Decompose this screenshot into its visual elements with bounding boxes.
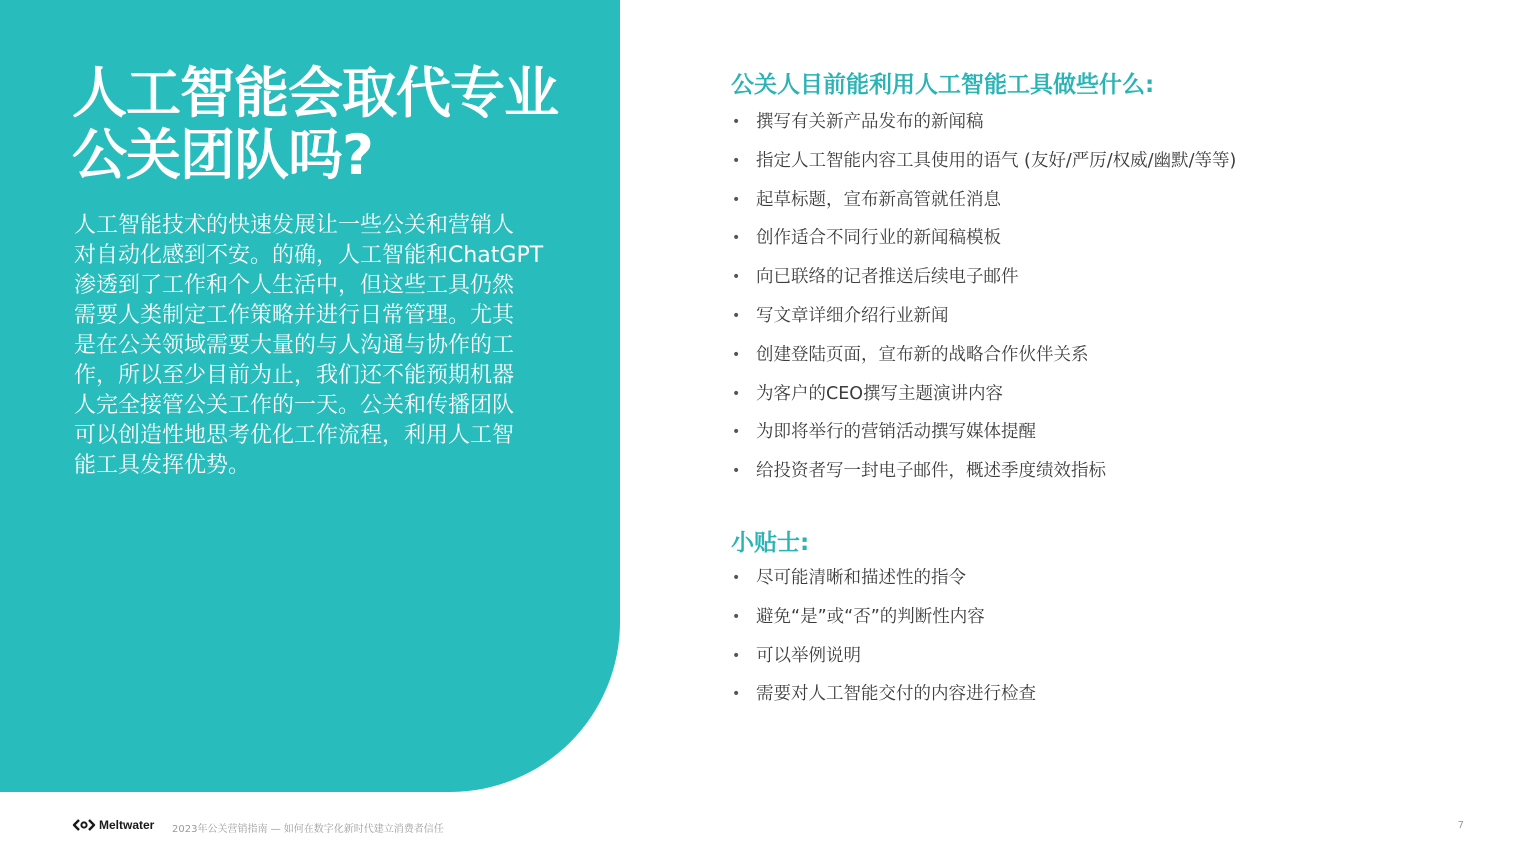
- intro-line: 人工智能技术的快速发展让一些公关和营销人: [74, 213, 515, 238]
- list-item: [731, 604, 1036, 643]
- intro-line: 需要人类制定工作策略并进行日常管理。尤其: [74, 303, 515, 328]
- list-item: [731, 381, 1236, 420]
- title-line: 人工智能会取代专业: [72, 61, 559, 125]
- list-item-text: 创建登陆页面，宣布新的战略合作伙伴关系: [756, 344, 1089, 365]
- uses-list: [731, 109, 1236, 497]
- list-item: [731, 148, 1236, 187]
- bullet-icon: •: [732, 608, 741, 625]
- bullet-icon: •: [732, 230, 741, 247]
- bullet-icon: •: [732, 647, 741, 664]
- bullet-icon: •: [732, 269, 741, 286]
- bullet-icon: •: [732, 191, 741, 208]
- list-item: [731, 187, 1236, 226]
- list-item-text: 向已联络的记者推送后续电子邮件: [756, 267, 1019, 288]
- intro-line: 渗透到了工作和个人生活中，但这些工具仍然: [74, 273, 515, 298]
- uses-heading: 公关人目前能利用人工智能工具做些什么:: [731, 72, 1155, 98]
- tips-list: [731, 565, 1036, 720]
- bullet-icon: •: [732, 686, 741, 703]
- list-item-text: 创作适合不同行业的新闻稿模板: [756, 228, 1001, 249]
- list-item-text: 写文章详细介绍行业新闻: [756, 305, 949, 326]
- page-title: [72, 62, 592, 186]
- list-item-text: 为客户的CEO撰写主题演讲内容: [756, 383, 1004, 404]
- bullet-icon: •: [732, 463, 741, 480]
- list-item-text: 为即将举行的营销活动撰写媒体提醒: [756, 422, 1036, 443]
- list-item: [731, 303, 1236, 342]
- list-item-text: 起草标题，宣布新高管就任消息: [756, 189, 1001, 210]
- footer-caption: 2023年公关营销指南 — 如何在数字化新时代建立消费者信任: [172, 824, 444, 835]
- intro-line: 对自动化感到不安。的确，人工智能和ChatGPT: [74, 243, 544, 268]
- brand-name: Meltwater: [99, 818, 155, 832]
- intro-line: 人完全接管公关工作的一天。公关和传播团队: [74, 393, 515, 418]
- list-item-text: 尽可能清晰和描述性的指令: [756, 568, 966, 588]
- bullet-icon: •: [732, 114, 741, 130]
- list-item: [731, 419, 1236, 458]
- bullet-icon: •: [732, 152, 741, 169]
- list-item-text: 撰写有关新产品发布的新闻稿: [756, 112, 984, 132]
- list-item-text: 指定人工智能内容工具使用的语气 (友好/严厉/权威/幽默/等等): [756, 150, 1237, 171]
- bullet-icon: •: [732, 385, 741, 402]
- intro-line: 能工具发挥优势。: [74, 453, 251, 478]
- list-item-text: 避免“是”或“否”的判断性内容: [756, 606, 985, 627]
- intro-line: 可以创造性地思考优化工作流程，利用人工智: [74, 423, 515, 448]
- bullet-icon: •: [732, 346, 741, 363]
- list-item: [731, 458, 1236, 497]
- list-item: [731, 225, 1236, 264]
- intro-line: 是在公关领域需要大量的与人沟通与协作的工: [74, 333, 515, 358]
- list-item: [731, 565, 1036, 604]
- list-item: [731, 264, 1236, 303]
- intro-line: 作，所以至少目前为止，我们还不能预期机器: [74, 363, 515, 388]
- list-item-text: 给投资者写一封电子邮件，概述季度绩效指标: [756, 461, 1106, 482]
- list-item: [731, 681, 1036, 720]
- title-line: 公关团队吗?: [72, 123, 373, 187]
- bullet-icon: •: [732, 307, 741, 324]
- footer: [72, 818, 1464, 836]
- teal-panel: [0, 0, 620, 792]
- list-item: [731, 109, 1236, 148]
- list-item-text: 需要对人工智能交付的内容进行检查: [756, 684, 1036, 705]
- bullet-icon: •: [732, 424, 741, 441]
- brand-logo: [72, 818, 154, 832]
- list-item: [731, 643, 1036, 682]
- list-item-text: 可以举例说明: [756, 645, 861, 666]
- intro-paragraph: [74, 211, 554, 481]
- list-item: [731, 342, 1236, 381]
- meltwater-logo-icon: [72, 819, 96, 831]
- bullet-icon: •: [732, 570, 741, 586]
- page-number: 7: [1457, 820, 1464, 831]
- tips-heading: 小贴士:: [731, 530, 810, 556]
